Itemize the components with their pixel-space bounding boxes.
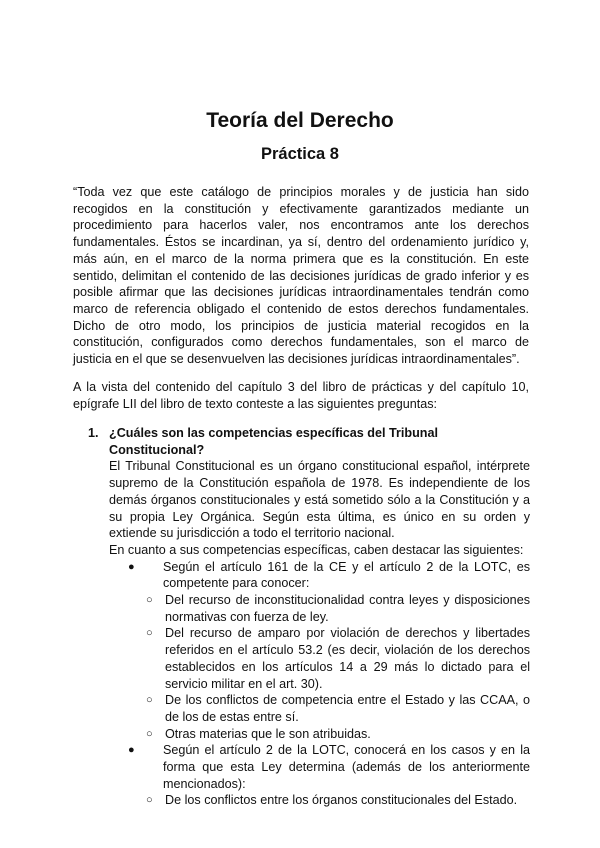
document-subtitle: Práctica 8 bbox=[261, 145, 339, 163]
question-1-number: 1. bbox=[88, 426, 99, 440]
hollow-bullet-icon: ○ bbox=[146, 694, 153, 707]
document-title: Teoría del Derecho bbox=[206, 109, 394, 132]
sublist bbox=[146, 592, 530, 742]
sublist-item-text: Otras materias que le son atribuidas. bbox=[165, 726, 371, 741]
sublist-item bbox=[146, 726, 530, 743]
quote-paragraph: “Toda vez que este catálogo de principios morales y de justicia han sido recogidos en la constitución y efectivamente garantizados mediante un procedimiento para hacerlos valer, nos encontramos ante los derechos fundamentales. Éstos se incardinan, ya sí, dentro del ordenamiento jurídico y, más aún, en el marco de la norma primera que es la constitución. En este sentido, delimitan el contenido de las decisiones jurídicas de grado inferior y es posible afirmar que las decisiones jurídicas intraordinamentales tendrán como marco de referencia obligado el contenido de estos derechos fundamentales. Dicho de otro modo, los principios de justicia material recogidos en la constitución, configurados como derechos fundamentales, son el marco de justicia en el que se desenvuelven las decisiones jurídicas intraordinamentales”. bbox=[73, 185, 529, 367]
competencies-list bbox=[109, 559, 530, 810]
hollow-bullet-icon: ○ bbox=[146, 727, 153, 740]
sublist-item bbox=[146, 792, 530, 809]
sublist-item bbox=[146, 625, 530, 692]
filled-bullet-icon: ● bbox=[128, 560, 135, 573]
question-1-title: ¿Cuáles son las competencias específicas del Tribunal Constitucional? bbox=[109, 426, 438, 457]
list-item bbox=[109, 559, 530, 743]
sublist-item-text: De los conflictos de competencia entre el Estado y las CCAA, o de los de estas entre sí. bbox=[165, 693, 530, 724]
list-item-text: Según el artículo 161 de la CE y el artículo 2 de la LOTC, es competente para conocer: bbox=[163, 559, 530, 591]
hollow-bullet-icon: ○ bbox=[146, 794, 153, 807]
hollow-bullet-icon: ○ bbox=[146, 594, 153, 607]
sublist-item-text: Del recurso de inconstitucionalidad contra leyes y disposiciones normativas con fuerza de ley. bbox=[165, 593, 530, 624]
hollow-bullet-icon: ○ bbox=[146, 627, 153, 640]
sublist-item-text: De los conflictos entre los órganos constitucionales del Estado. bbox=[165, 793, 518, 808]
list-item bbox=[109, 742, 530, 809]
question-1 bbox=[88, 425, 530, 809]
intro-paragraph: A la vista del contenido del capítulo 3 del libro de prácticas y del capítulo 10, epígrafe LII del libro de texto conteste a las siguientes preguntas: bbox=[73, 380, 529, 411]
question-1-body bbox=[109, 458, 530, 809]
answer-paragraph-1: El Tribunal Constitucional es un órgano constitucional español, intérprete supremo de la Constitución española de 1978. Es independiente de los demás órganos constitucionales y está sometido sólo a la Constitución y a su propia Ley Orgánica. Según esta última, es único en su orden y extiende su jurisdicción a todo el territorio nacional. bbox=[109, 459, 530, 541]
list-item-text: Según el artículo 2 de la LOTC, conocerá en los casos y en la forma que esta Ley determina (además de los anteriormente mencionados): bbox=[163, 743, 530, 791]
answer-paragraph-2: En cuanto a sus competencias específicas, caben destacar las siguientes: bbox=[109, 542, 524, 557]
sublist-item bbox=[146, 592, 530, 625]
sublist bbox=[146, 792, 530, 809]
question-1-heading bbox=[88, 425, 530, 458]
sublist-item-text: Del recurso de amparo por violación de derechos y libertades referidos en el artículo 53.2 (es decir, violación de los derechos establecidos en los artículos 14 a 29 más lo dictado para el servicio militar en el art. 30). bbox=[165, 626, 530, 691]
filled-bullet-icon: ● bbox=[128, 744, 135, 757]
sublist-item bbox=[146, 692, 530, 725]
